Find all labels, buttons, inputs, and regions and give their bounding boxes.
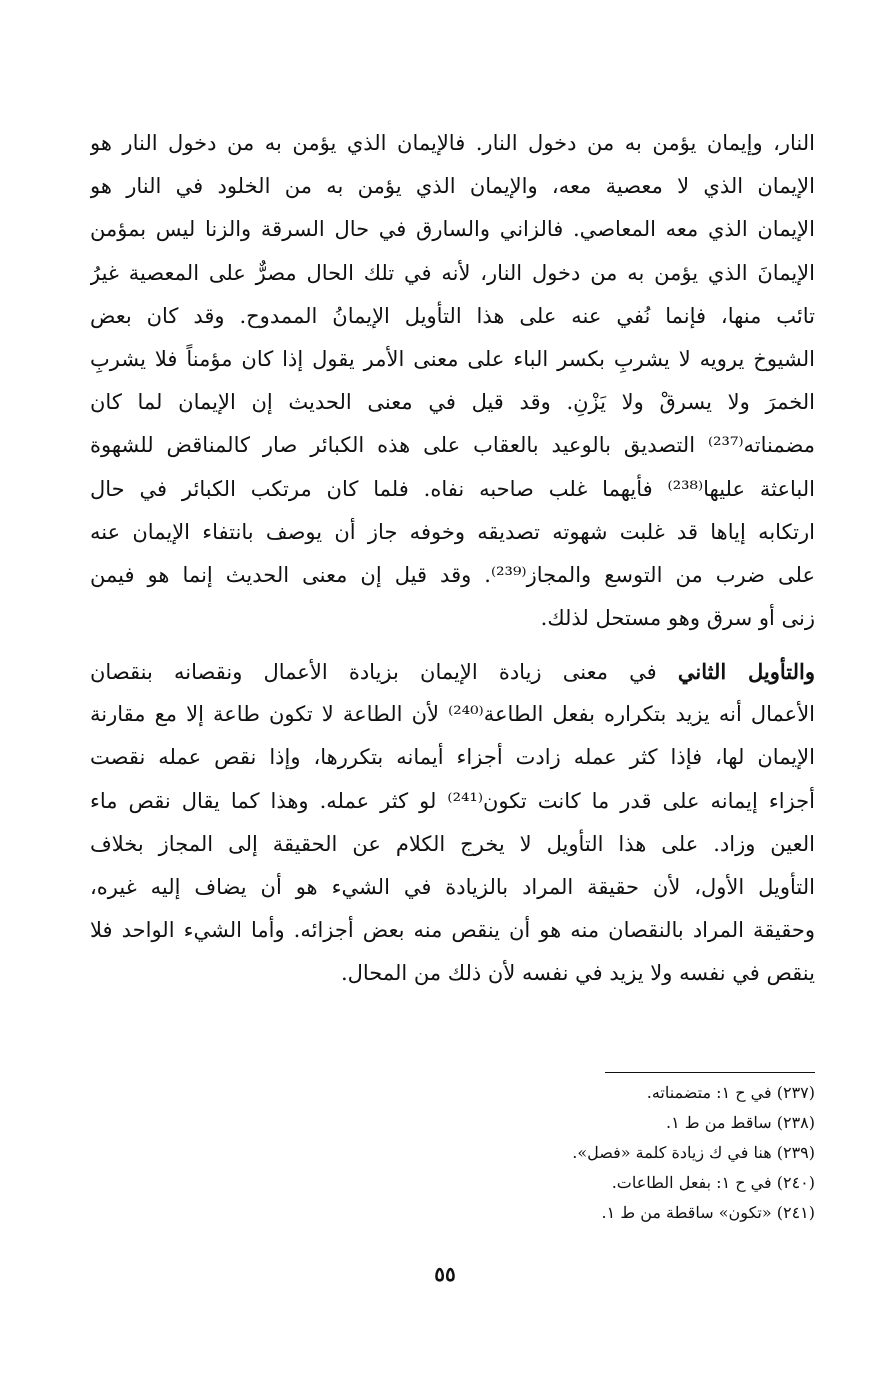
text-line: الإيمان الذي معه المعاصي. فالزاني والسارق في حال السرقة والزنا ليس بمؤمن <box>90 217 815 242</box>
text-line: تائب منها، فإنما نُفي عنه على هذا التأويل الإيمانُ الممدوح. وقد كان بعض <box>90 303 815 328</box>
text-line: العين وزاد. على هذا التأويل لا يخرج الكلام عن الحقيقة إلى المجاز بخلاف <box>90 831 815 856</box>
paragraph-2 <box>90 650 815 996</box>
text-line: ينقص في نفسه ولا يزيد في نفسه لأن ذلك من المحال. <box>340 961 815 986</box>
text-line: وحقيقة المراد بالنقصان منه هو أن ينقص منه بعض أجزائه. وأما الشيء الواحد فلا <box>90 918 815 943</box>
text-line: الباعثة عليها⁽²³⁸⁾ فأيهما غلب صاحبه نفاه. فلما كان مرتكب الكبائر في حال <box>90 476 815 501</box>
footnote-239: (٢٣٩) هنا في ك زيادة كلمة «فصل». <box>572 1143 815 1162</box>
text-line: الشيوخ يرويه لا يشربِ بكسر الباء على معنى الأمر يقول إذا كان مؤمناً فلا يشربِ <box>90 346 815 371</box>
text-line: زنى أو سرق وهو مستحل لذلك. <box>540 606 815 631</box>
footnote-238: (٢٣٨) ساقط من ط ١. <box>666 1113 815 1132</box>
footnotes <box>300 1078 815 1228</box>
text-line: الإيمانَ الذي يؤمن به من دخول النار، لأنه في تلك الحال مصرٌّ على المعصية غيرُ <box>90 260 815 285</box>
text-line-first <box>90 650 815 693</box>
text-line: أجزاء إيمانه على قدر ما كانت تكون⁽²⁴¹⁾ لو كثر عمله. وهذا كما يقال نقص ماء <box>90 788 815 813</box>
paragraph-lead: والتأويل الثاني <box>677 659 815 684</box>
footnote-237: (٢٣٧) في ح ١: متضمناته. <box>646 1083 815 1102</box>
text-line: النار، وإيمان يؤمن به من دخول النار. فالإيمان الذي يؤمن به من دخول النار هو <box>90 131 815 155</box>
footnote-divider <box>605 1072 815 1073</box>
footnote-241: (٢٤١) «تكون» ساقطة من ط ١. <box>601 1203 815 1222</box>
text-line: الإيمان الذي لا معصية معه، والإيمان الذي يؤمن به من الخلود في النار هو <box>90 174 815 199</box>
page-number: ٥٥ <box>434 1262 456 1286</box>
text-line: التأويل الأول، لأن حقيقة المراد بالزيادة في الشيء هو أن يضاف إليه غيره، <box>90 874 815 899</box>
text-line: على ضرب من التوسع والمجاز⁽²³⁹⁾. وقد قيل إن معنى الحديث إنما هو فيمن <box>90 562 815 587</box>
footnote-240: (٢٤٠) في ح ١: بفعل الطاعات. <box>611 1173 815 1192</box>
text-line: مضمناته⁽²³⁷⁾ التصديق بالوعيد بالعقاب على هذه الكبائر صار كالمناقض للشهوة <box>90 433 815 458</box>
text-line: الخمرَ ولا يسرقْ ولا يَزْنِ. وقد قيل في معنى الحديث إن الإيمان لما كان <box>90 390 815 415</box>
text-line: ارتكابه إياها قد غلبت شهوته تصديقه وخوفه جاز أن يوصف بانتفاء الإيمان عنه <box>90 519 815 544</box>
text-line: الأعمال أنه يزيد بتكراره بفعل الطاعة⁽²⁴⁰⁾ لأن الطاعة لا تكون طاعة إلا مع مقارنة <box>90 702 815 727</box>
paragraph-1 <box>90 122 815 640</box>
first-line-rest: في معنى زيادة الإيمان بزيادة الأعمال ونقصانه بنقصان <box>90 660 678 684</box>
text-line: الإيمان لها، فإذا كثر عمله زادت أجزاء أيمانه بتكررها، وإذا نقص عمله نقصت <box>90 745 815 770</box>
